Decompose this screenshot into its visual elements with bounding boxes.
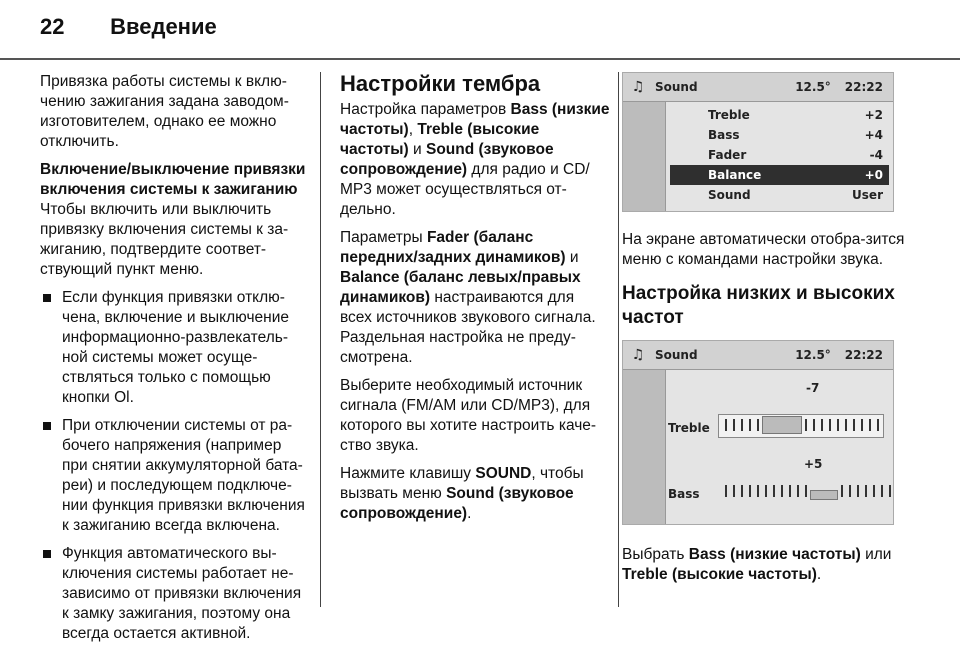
column-left: [40, 72, 308, 652]
caption-2: Выбрать Bass (низкие частоты) или Treble (высокие частоты).: [622, 546, 892, 583]
treble-slider[interactable]: [722, 414, 882, 436]
clock: 22:22: [844, 348, 883, 362]
intro-paragraph: Привязка работы системы к вклю-чению зажигания задана заводом-изготовителем, однако ее можно отключить.: [40, 73, 289, 150]
screen-title-bar: [623, 341, 893, 370]
menu-item-fader[interactable]: Fader -4: [708, 148, 883, 162]
paragraph-1: Настройка параметров Bass (низкие частоты), Treble (высокие частоты) и Sound (звуковое сопровождение) для радио и CD/ MP3 может осуществляться от-дельно.: [340, 101, 610, 218]
treble-value: -7: [806, 381, 820, 395]
caption-1: На экране автоматически отобра-зится меню с командами настройки звука.: [622, 231, 905, 268]
temperature: 12.5°: [795, 348, 831, 362]
column-divider: [320, 72, 321, 607]
column-middle: [340, 72, 610, 532]
treble-slider-knob[interactable]: [762, 416, 802, 434]
clock: 22:22: [844, 80, 883, 94]
menu-item-treble[interactable]: Treble +2: [708, 108, 883, 122]
paragraph-2: Параметры Fader (баланс передних/задних динамиков) и Balance (баланс левых/правых динамиков) настраиваются для всех источников звукового сигнала. Раздельная настройка не преду-смотрена.: [340, 229, 596, 366]
paragraph-4: Нажмите клавишу SOUND, чтобы вызвать меню Sound (звуковое сопровождение).: [340, 465, 584, 522]
music-note-icon: ♫: [631, 79, 645, 95]
bass-value: +5: [804, 457, 823, 471]
header-divider: [0, 58, 960, 60]
menu-item-bass[interactable]: Bass +4: [708, 128, 883, 142]
screen-title: Sound: [655, 80, 698, 94]
bass-slider-knob[interactable]: [810, 490, 838, 500]
page-title: Введение: [110, 14, 217, 39]
menu-item-sound[interactable]: Sound User: [708, 188, 883, 202]
column-right: [622, 72, 912, 593]
paragraph-3: Выберите необходимый источник сигнала (FM/AM или CD/MP3), для которого вы хотите настроить каче-ство звука.: [340, 377, 597, 454]
treble-label: Treble: [668, 421, 710, 435]
screen-left-panel: [623, 370, 666, 524]
menu-item-balance[interactable]: Balance +0: [670, 165, 889, 185]
bullet-item: Если функция привязки отклю-чена, включение и выключение информационно-развлекатель-ной системы может осуще-ствляться только с помощью кнопки Ol.: [40, 288, 308, 408]
eq-sliders: [666, 370, 893, 524]
bass-slider[interactable]: [722, 480, 894, 502]
sound-menu-screen: [622, 72, 894, 212]
subheading: Включение/выключение привязки включения системы к зажиганию: [40, 161, 306, 198]
treble-bass-screen: [622, 340, 894, 525]
instruction-paragraph: Чтобы включить или выключить привязку включения системы к за-жиганию, подтвердите соответ-ствующий пункт меню.: [40, 201, 289, 278]
music-note-icon: ♫: [631, 347, 645, 363]
subsection-heading: Настройка низких и высоких частот: [622, 283, 895, 328]
bullet-item: Функция автоматического вы-ключения системы работает не-зависимо от привязки включения к замку зажигания, поэтому она всегда остается активной.: [40, 544, 308, 644]
section-heading: Настройки тембра: [340, 71, 541, 96]
screen-title: Sound: [655, 348, 698, 362]
bass-label: Bass: [668, 487, 700, 501]
screen-left-panel: [623, 102, 666, 211]
bullet-item: При отключении системы от ра-бочего напряжения (например при снятии аккумуляторной бата-реи) и последующем подключе-нии функция привязки включения к зажиганию всегда включена.: [40, 416, 308, 536]
page-number: 22: [40, 14, 65, 39]
sound-menu-list: [666, 102, 893, 211]
column-divider: [618, 72, 619, 607]
screen-title-bar: [623, 73, 893, 102]
temperature: 12.5°: [795, 80, 831, 94]
page-header: [40, 14, 217, 40]
bullet-list: [40, 288, 308, 644]
